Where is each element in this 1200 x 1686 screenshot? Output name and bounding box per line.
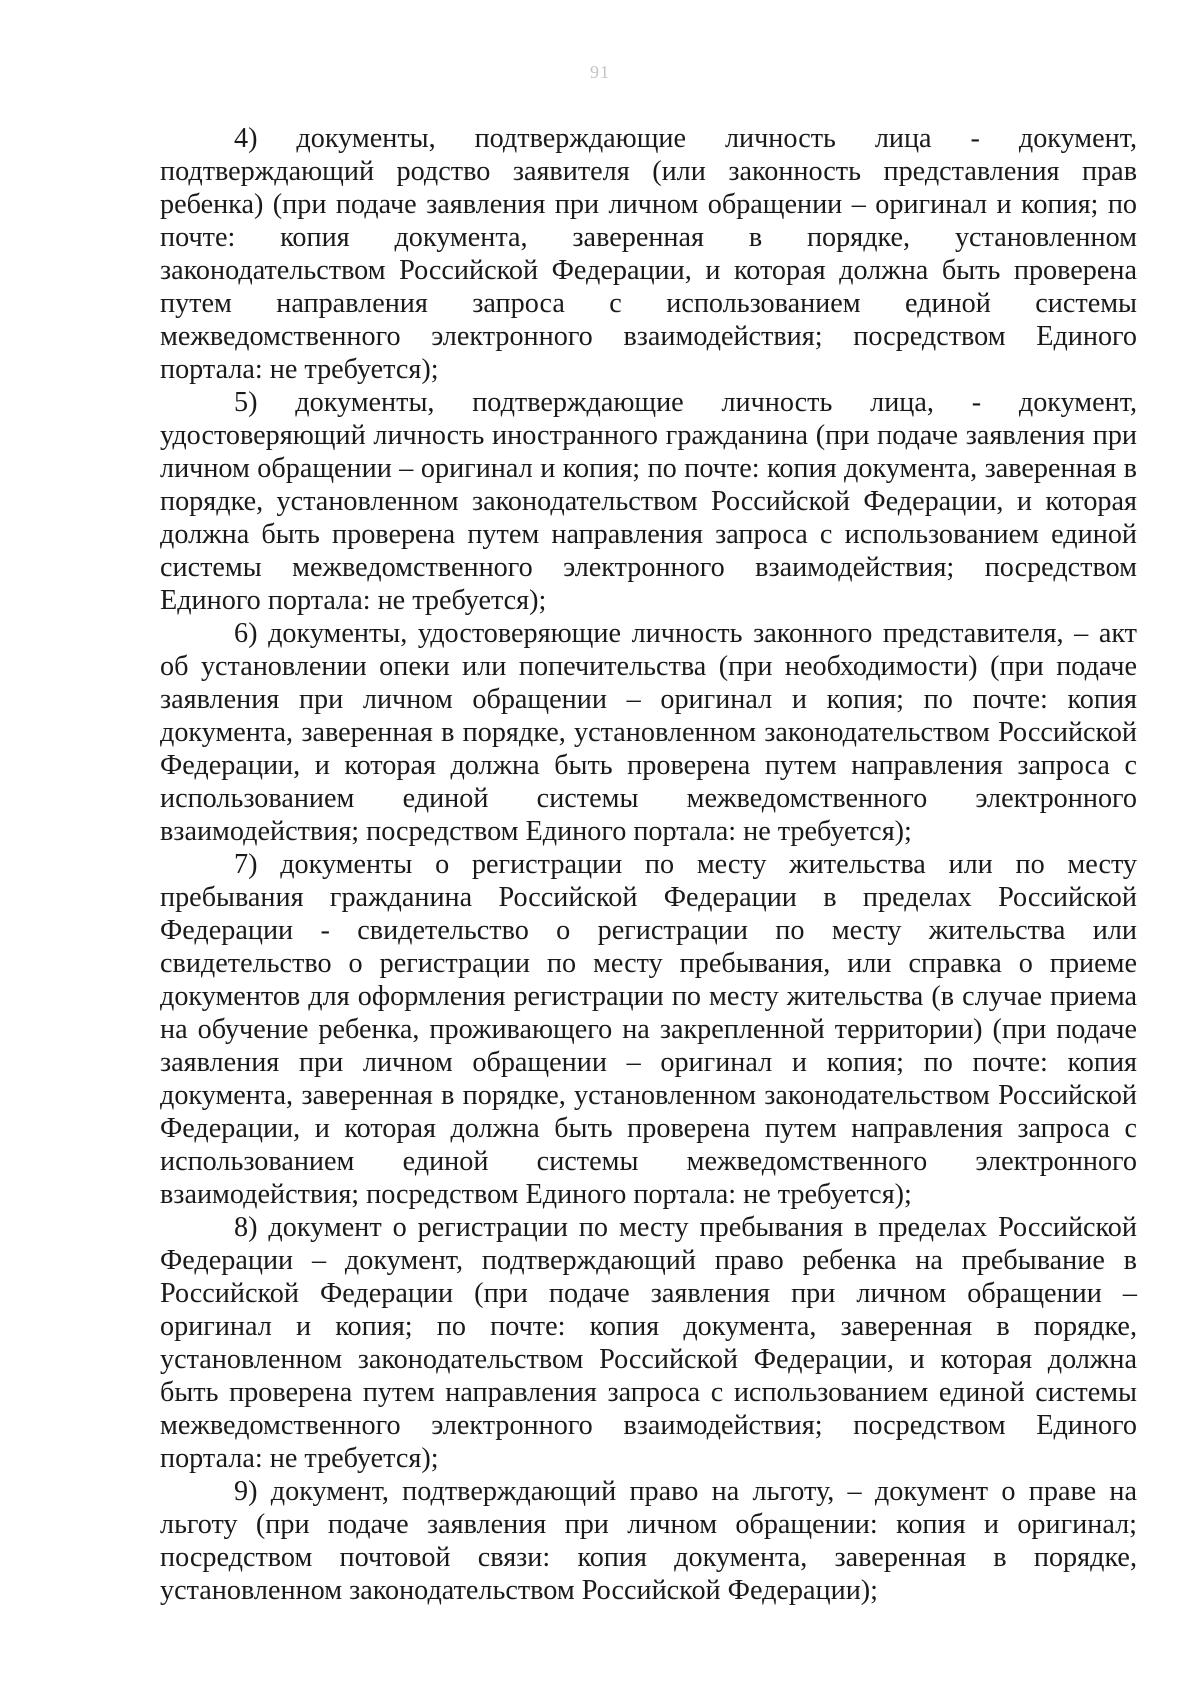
list-item-7: 7) документы о регистрации по месту жительства или по месту пребывания гражданина Российской Федерации в пределах Российской Федерации - свидетельство о регистрации по месту жительства или свидетельство о регистрации по месту пребывания, или справка о приеме документов для оформления регистрации по месту жительства (в случае приема на обучение ребенка, проживающего на закрепленной территории) (при подаче заявления при личном обращении – оригинал и копия; по почте: копия документа, заверенная в порядке, установленном законодательством Российской Федерации, и которая должна быть проверена путем направления запроса с использованием единой системы межведомственного электронного взаимодействия; посредством Единого портала: не требуется); bbox=[160, 849, 1137, 1210]
page-number: 91 bbox=[590, 62, 610, 82]
list-item-9: 9) документ, подтверждающий право на льготу, – документ о праве на льготу (при подаче заявления при личном обращении: копия и оригинал; посредством почтовой связи: копия документа, заверенная в порядке, установленном законодательством Российской Федерации); bbox=[160, 1476, 1137, 1606]
list-item-4: 4) документы, подтверждающие личность лица - документ, подтверждающий родство заявителя (или законность представления прав ребенка) (при подаче заявления при личном обращении – оригинал и копия; по почте: копия документа, заверенная в порядке, установленном законодательством Российской Федерации, и которая должна быть проверена путем направления запроса с использованием единой системы межведомственного электронного взаимодействия; посредством Единого портала: не требуется); bbox=[160, 123, 1137, 385]
list-item-8: 8) документ о регистрации по месту пребывания в пределах Российской Федерации – документ, подтверждающий право ребенка на пребывание в Российской Федерации (при подаче заявления при личном обращении – оригинал и копия; по почте: копия документа, заверенная в порядке, установленном законодательством Российской Федерации, и которая должна быть проверена путем направления запроса с использованием единой системы межведомственного электронного взаимодействия; посредством Единого портала: не требуется); bbox=[160, 1212, 1137, 1474]
list-item-6: 6) документы, удостоверяющие личность законного представителя, – акт об установлении опеки или попечительства (при необходимости) (при подаче заявления при личном обращении – оригинал и копия; по почте: копия документа, заверенная в порядке, установленном законодательством Российской Федерации, и которая должна быть проверена путем направления запроса с использованием единой системы межведомственного электронного взаимодействия; посредством Единого портала: не требуется); bbox=[160, 618, 1137, 847]
document-body bbox=[160, 122, 1137, 1607]
list-item-5: 5) документы, подтверждающие личность лица, - документ, удостоверяющий личность иностранного гражданина (при подаче заявления при личном обращении – оригинал и копия; по почте: копия документа, заверенная в порядке, установленном законодательством Российской Федерации, и которая должна быть проверена путем направления запроса с использованием единой системы межведомственного электронного взаимодействия; посредством Единого портала: не требуется); bbox=[160, 387, 1137, 616]
